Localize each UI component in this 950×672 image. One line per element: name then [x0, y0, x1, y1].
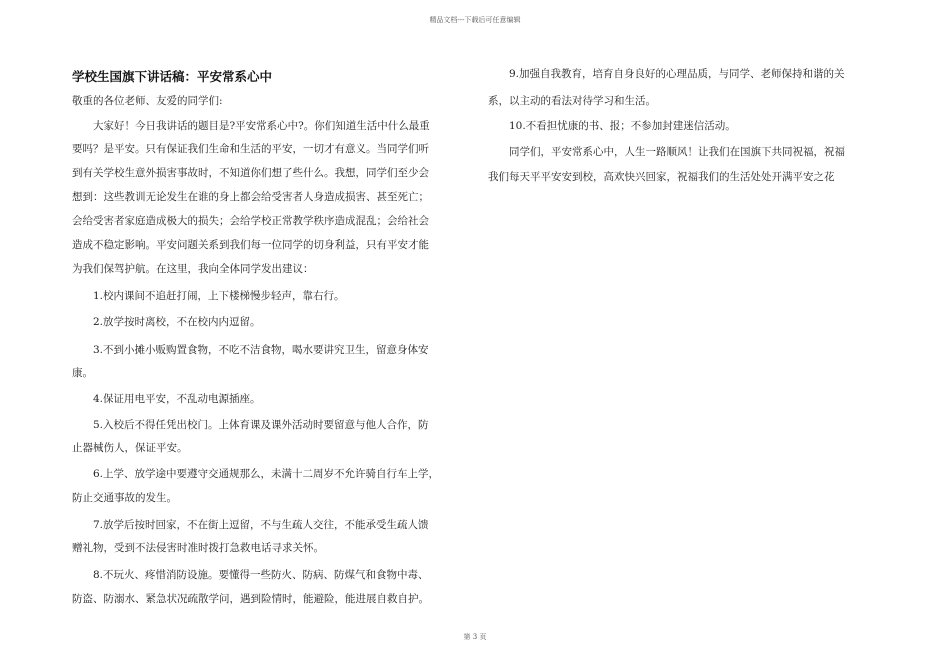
salutation: 敬重的各位老师、友爱的同学们: [72, 95, 223, 107]
list-item: 2.放学按时离校，不在校内内逗留。 [93, 316, 261, 328]
list-item: 7.放学后按时回家，不在街上逗留，不与生疏人交往，不能承受生疏人馈 [93, 519, 429, 531]
list-item-continued: 系，以主动的看法对待学习和生活。 [488, 95, 656, 107]
paragraph-line: 为我们保驾护航。在这里，我向全体同学发出建议： [72, 263, 314, 275]
list-item-continued: 防盗、防溺水、紧急状况疏散学问，遇到险情时，能避险，能进展自救自护。 [72, 593, 429, 605]
page-title: 学校生国旗下讲话稿：平安常系心中 [72, 69, 273, 84]
paragraph-line: 会给受害者家庭造成极大的损失；会给学校正常教学秩序造成混乱；会给社会 [72, 215, 429, 227]
paragraph-line: 大家好！今日我讲话的题目是?平安常系心中?。你们知道生活中什么最重 [93, 120, 430, 132]
list-item-continued: 赠礼物，受到不法侵害时准时拨打急救电话寻求关怀。 [72, 542, 324, 554]
list-item: 3.不到小摊小贩购置食物，不吃不洁食物，喝水要讲究卫生，留意身体安 [93, 344, 429, 356]
list-item-continued: 防止交通事故的发生。 [72, 492, 177, 504]
paragraph-line: 到有关学校生意外损害事故时，不知道你们想了些什么。我想，同学们至少会 [72, 167, 429, 179]
paragraph-line: 同学们，平安常系心中，人生一路顺风！让我们在国旗下共同祝福，祝福 [509, 146, 845, 158]
list-item: 1.校内课间不追赶打闹，上下楼梯慢步轻声，靠右行。 [93, 290, 345, 302]
list-item: 6.上学、放学途中要遵守交通规那么，未满十二周岁不允许骑自行车上学， [93, 468, 440, 480]
header-note: 精品文档---下载后可任意编辑 [429, 16, 521, 24]
paragraph-line: 想到：这些教训无论发生在谁的身上都会给受害者人身造成损害、甚至死亡； [72, 191, 429, 203]
list-item: 9.加强自我教育，培育自身良好的心理品质，与同学、老师保持和谐的关 [509, 68, 845, 80]
list-item-continued: 止器械伤人，保证平安。 [72, 442, 188, 454]
list-item: 5.入校后不得任凭出校门。上体育课及课外活动时要留意与他人合作，防 [93, 419, 429, 431]
paragraph-line: 造成不稳定影响。平安问题关系到我们每一位同学的切身利益，只有平安才能 [72, 239, 429, 251]
list-item: 8.不玩火、疼惜消防设施。要懂得一些防火、防病、防煤气和食物中毒、 [93, 569, 429, 581]
paragraph-line: 我们每天平平安安到校，高欢快兴回家，祝福我们的生活处处开满平安之花 [488, 171, 835, 183]
list-item-continued: 康。 [72, 367, 93, 379]
list-item: 4.保证用电平安，不乱动电源插座。 [93, 393, 261, 405]
list-item: 10.不看担忧康的书、报；不参加封建迷信活动。 [509, 120, 736, 132]
page-number: 第 3 页 [463, 633, 487, 641]
paragraph-line: 要吗？是平安。只有保证我们生命和生活的平安，一切才有意义。当同学们听 [72, 143, 429, 155]
